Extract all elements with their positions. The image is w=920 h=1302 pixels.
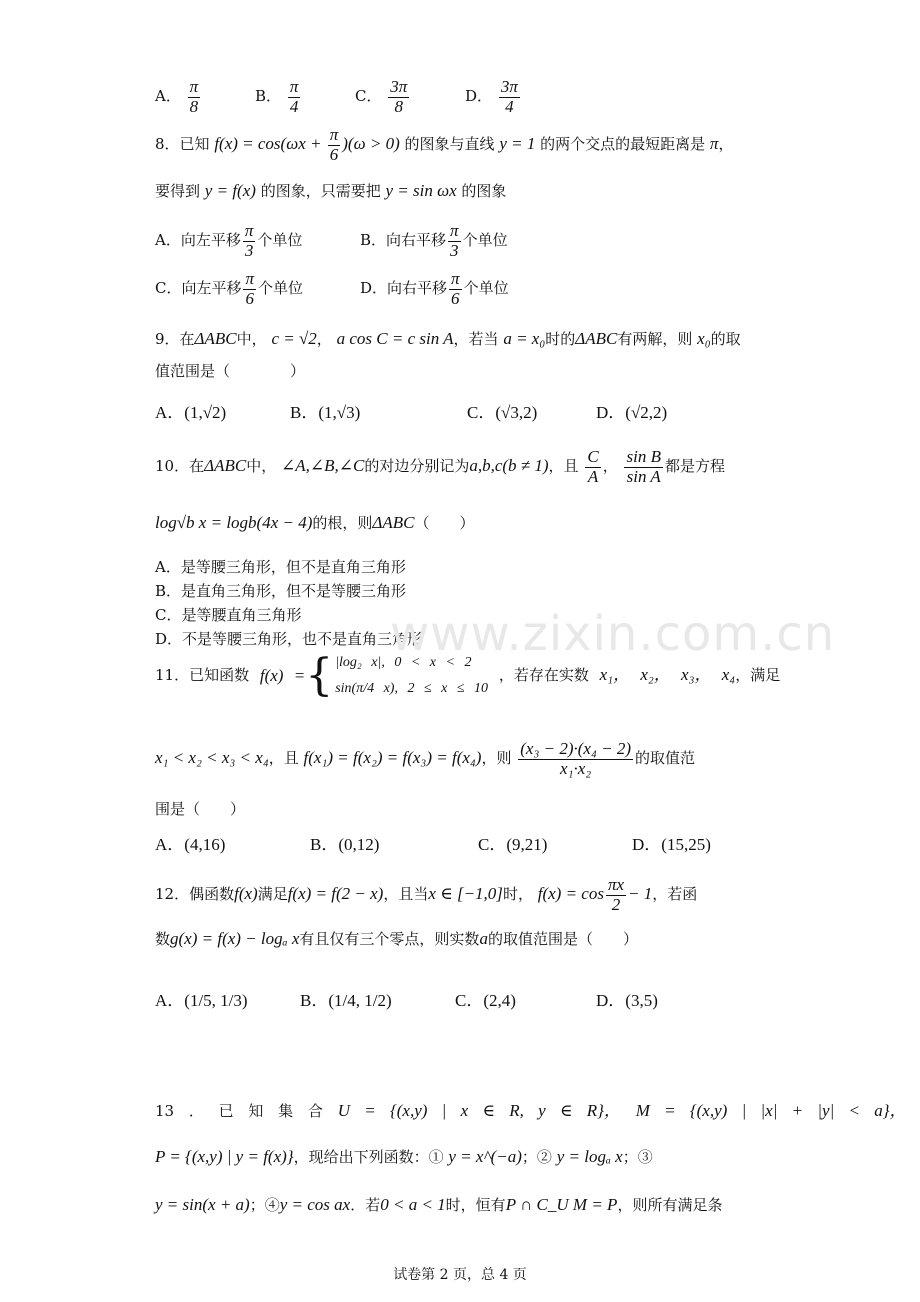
numerator: C: [587, 447, 599, 466]
text: ，: [316, 330, 332, 348]
text: 9．在: [155, 330, 195, 348]
q12-option-a: A．(1/5, 1/3): [155, 991, 248, 1010]
numerator: 3π: [390, 77, 408, 96]
text: 的对边分别记为: [364, 457, 470, 476]
text: 13 ． 已 知 集 合: [155, 1102, 323, 1120]
q11-option-c: C．(9,21): [478, 835, 548, 854]
text: 12．偶函数: [155, 885, 235, 904]
text: 数: [155, 930, 171, 948]
text: 时，: [502, 885, 533, 904]
watermark: www.zixin.com.cn: [390, 606, 836, 662]
text: ，则: [481, 749, 512, 768]
text: ；④: [249, 1196, 280, 1214]
formula: M = {(x,y) | |x| + |y| < a}，: [635, 1101, 907, 1120]
q7-option-b: [255, 78, 302, 116]
q12-stem-line1: [155, 876, 697, 914]
formula: π: [709, 134, 719, 154]
formula: ΔABC: [575, 329, 618, 348]
formula: f(x) = f(2 − x): [287, 884, 384, 904]
text: 11．已知函数: [155, 666, 250, 684]
denominator: 4: [505, 96, 514, 116]
q12-option-d: D．(3,5): [596, 991, 658, 1010]
denominator: 2: [611, 894, 621, 914]
q11-option-b: B．(0,12): [310, 835, 380, 854]
q10-option-b: B．是直角三角形，但不是等腰三角形: [155, 582, 407, 600]
text: A．向左平移: [155, 231, 241, 250]
formula: f(x) = cos(ωx +: [214, 134, 326, 154]
denominator: sin A: [626, 466, 661, 486]
text: 时，恒有: [445, 1196, 506, 1214]
q10-option-a: A．是等腰三角形，但不是直角三角形: [155, 558, 406, 576]
formula: P = {(x,y) | y = f(x)}: [155, 1147, 294, 1166]
fraction: [448, 222, 461, 260]
text: 的取值范围是（ ）: [487, 930, 638, 948]
fraction: [585, 448, 600, 486]
numerator: πx: [607, 875, 625, 894]
text: 的图象: [461, 182, 507, 200]
option-label: C．: [355, 87, 382, 106]
fraction: [243, 270, 256, 308]
text: ；②: [521, 1148, 552, 1166]
numerator: (x₃ − 2)·(x₄ − 2): [520, 739, 632, 758]
text: 中，: [236, 330, 267, 348]
piece: sin(π/4 x), 2 ≤ x ≤ 10: [335, 681, 489, 696]
text: 8．已知: [155, 135, 210, 154]
formula: g(x) = f(x) − logₐ x: [170, 929, 300, 948]
q8-option-d: [360, 270, 509, 308]
numerator: 3π: [500, 77, 518, 96]
denominator: A: [587, 466, 599, 486]
q9-option-a: A．(1,√2): [155, 403, 227, 422]
text: ，满足: [735, 666, 781, 684]
fraction: [188, 78, 201, 116]
q7-option-d: [465, 78, 522, 116]
formula: f(x₁) = f(x₂) = f(x₃) = f(x₄): [303, 748, 482, 768]
formula: f(x) = cos: [537, 884, 604, 904]
fraction: [328, 126, 341, 164]
q8-option-a: [155, 222, 302, 260]
numerator: π: [244, 221, 254, 240]
text: B．向右平移: [360, 231, 447, 250]
text: ，则所有满足条: [617, 1196, 723, 1214]
numerator: π: [289, 77, 299, 96]
text: 有且仅有三个零点，则实数: [299, 930, 480, 948]
numerator: π: [245, 269, 255, 288]
fraction: [243, 222, 256, 260]
numerator: π: [451, 269, 460, 288]
numerator: π: [189, 77, 199, 96]
text: 的两个交点的最短距离是: [540, 135, 706, 154]
numerator: π: [450, 221, 459, 240]
text: ；③: [622, 1148, 653, 1166]
text: 的取: [710, 330, 741, 348]
q13-stem-line3: [155, 1194, 722, 1215]
formula: ΔABC: [372, 513, 415, 532]
text: 要得到: [155, 182, 201, 200]
q9-option-c: C．(√3,2): [467, 403, 538, 422]
q8-stem-line1: [155, 126, 733, 164]
q11-option-a: A．(4,16): [155, 835, 226, 854]
text: ，若当: [453, 330, 499, 348]
q10-stem-line2: [155, 512, 475, 533]
denominator: 3: [450, 240, 459, 260]
formula: a = x₀: [503, 329, 546, 348]
formula: y = sin ωx: [385, 181, 457, 200]
formula: log√b x = logb(4x − 4): [155, 513, 313, 532]
formula: P ∩ C_U M = P: [505, 1195, 618, 1214]
q12-option-c: C．(2,4): [455, 991, 516, 1010]
text: 个单位: [462, 231, 508, 250]
formula: )(ω > 0): [342, 134, 400, 154]
text: （ ）: [414, 514, 475, 532]
formula: f(x) =: [259, 666, 306, 685]
q9-stem-line1: [155, 328, 741, 349]
text: 10．在: [155, 457, 205, 476]
text: ，: [602, 457, 618, 476]
formula: y = f(x): [204, 181, 256, 200]
text: 时的: [545, 330, 576, 348]
text: C．向左平移: [155, 279, 242, 298]
q8-option-b: [360, 222, 508, 260]
formula: − 1: [628, 884, 653, 904]
formula: ΔABC: [194, 329, 237, 348]
q8-option-c: [155, 270, 303, 308]
formula: a: [479, 929, 488, 948]
denominator: 8: [394, 96, 404, 116]
formula: x ∈ [−1,0]: [428, 884, 503, 904]
q10-stem-line1: [155, 448, 725, 486]
numerator: π: [329, 125, 339, 144]
text: 的图象，只需要把: [260, 182, 381, 200]
formula: ΔABC: [204, 456, 247, 476]
text: ，若存在实数: [498, 666, 589, 684]
q7-option-c: [355, 78, 411, 116]
fraction: [606, 876, 626, 914]
pieces: [335, 655, 488, 697]
formula: x₁， x₂， x₃， x₄: [599, 665, 736, 684]
text: ．若: [350, 1196, 381, 1214]
text: ，且: [268, 749, 299, 768]
formula: x₁ < x₂ < x₃ < x₄: [155, 748, 269, 768]
fraction: [388, 78, 409, 116]
formula: a,b,c(b ≠ 1): [469, 456, 549, 476]
piecewise-function: [259, 650, 489, 701]
text: 个单位: [463, 279, 509, 298]
denominator: 6: [245, 288, 254, 308]
q8-stem-line2: [155, 180, 506, 201]
formula: y = x^(−a): [448, 1147, 522, 1166]
text: 都是方程: [664, 457, 725, 476]
q9-stem-line2: 值范围是（ ）: [155, 362, 306, 380]
q10-option-c: C．是等腰直角三角形: [155, 606, 302, 624]
fraction: [624, 448, 662, 486]
formula: y = cos ax: [279, 1195, 351, 1214]
text: ，现给出下列函数：①: [293, 1148, 444, 1166]
text: ，且: [548, 457, 579, 476]
text: 满足: [257, 885, 288, 904]
q12-stem-line2: [155, 928, 638, 949]
denominator: x₁·x₂: [560, 758, 592, 778]
denominator: 8: [189, 96, 199, 116]
text: 个单位: [257, 231, 303, 250]
fraction: [449, 270, 462, 308]
option-label: D．: [465, 87, 493, 106]
denominator: 4: [289, 96, 299, 116]
q9-option-b: B．(1,√3): [290, 403, 361, 422]
denominator: 6: [451, 288, 460, 308]
fraction: [518, 740, 633, 778]
formula: a cos C = c sin A: [336, 329, 454, 348]
piece: |log₂ x|, 0 < x < 2: [335, 655, 472, 670]
q11-stem-line1: [155, 650, 781, 701]
text: 的取值范: [635, 749, 696, 768]
q11-stem-line2: [155, 740, 695, 778]
denominator: 3: [244, 240, 254, 260]
q11-option-d: D．(15,25): [632, 835, 711, 854]
formula: ∠A,∠B,∠C: [280, 456, 365, 476]
q11-stem-line3: 围是（ ）: [155, 800, 246, 818]
formula: y = logₐ x: [556, 1147, 623, 1166]
formula: U = {(x,y) | x ∈ R, y ∈ R}，: [337, 1101, 621, 1120]
formula: y = sin(x + a): [155, 1195, 250, 1214]
formula: 0 < a < 1: [380, 1195, 446, 1214]
text: 有两解，则: [617, 330, 693, 348]
q10-option-d: D．不是等腰三角形，也不是直角三角形: [155, 630, 423, 648]
text: 的图象与直线: [404, 135, 495, 154]
fraction: [288, 78, 301, 116]
q13-stem-line2: [155, 1146, 653, 1167]
page-footer: 试卷第 2 页，总 4 页: [393, 1267, 527, 1283]
text: ，: [718, 135, 734, 154]
text: 的根，则: [312, 514, 373, 532]
formula: c = √2: [271, 329, 317, 348]
fraction: [499, 78, 520, 116]
text: D．向右平移: [360, 279, 448, 298]
formula: x₀: [697, 329, 711, 348]
formula: y = 1: [499, 134, 536, 154]
q12-option-b: B．(1/4, 1/2): [300, 991, 392, 1010]
text: 个单位: [258, 279, 304, 298]
option-label: B．: [255, 87, 282, 106]
text: ，若函: [652, 885, 698, 904]
text: ，且当: [383, 885, 429, 904]
q9-option-d: D．(√2,2): [596, 403, 668, 422]
numerator: sin B: [626, 447, 661, 466]
option-label: A．: [155, 87, 181, 106]
denominator: 6: [329, 144, 339, 164]
q13-stem-line1: [155, 1096, 907, 1121]
text: 中，: [246, 457, 277, 476]
q7-option-a: [155, 78, 202, 116]
brace: {: [305, 650, 334, 701]
formula: f(x): [234, 884, 258, 904]
